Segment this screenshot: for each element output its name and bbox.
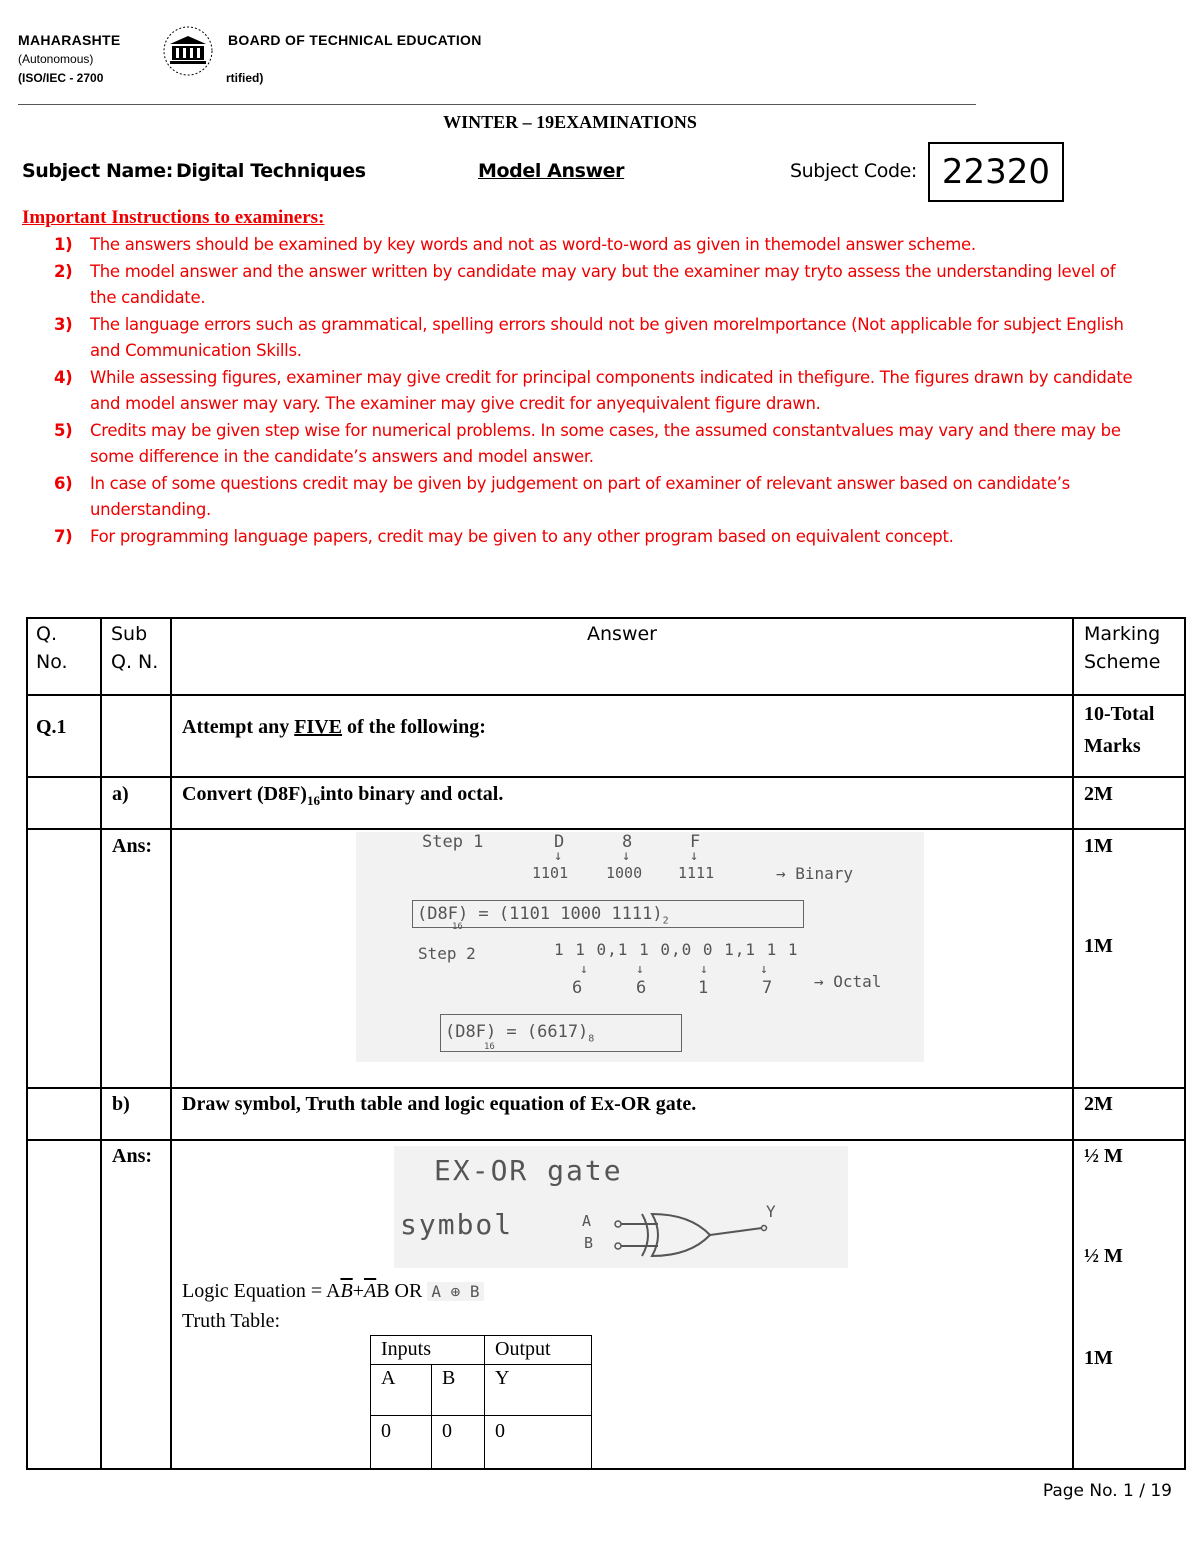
col-header-qno: Q. No. — [36, 623, 68, 673]
col-header-marking: Marking Scheme — [1084, 623, 1161, 673]
autonomous-label: (Autonomous) — [18, 52, 94, 66]
subq-a-label: a) — [112, 783, 129, 805]
subject-name: Digital Techniques — [176, 160, 366, 182]
exam-title: WINTER – 19EXAMINATIONS — [443, 112, 697, 132]
instruction-item: 7) For programming language papers, credit may be given to any other program based on equivalent concept. — [54, 526, 954, 546]
subq-b-text: Draw symbol, Truth table and logic equation of Ex-OR gate. — [182, 1093, 697, 1115]
model-answer-label: Model Answer — [478, 160, 625, 182]
tt-col-y: Y — [495, 1367, 510, 1389]
page-number: Page No. 1 / 19 — [1042, 1481, 1172, 1501]
col-header-answer: Answer — [587, 623, 657, 645]
subq-b-marks: 2M — [1084, 1093, 1113, 1115]
col-header-subqno: Sub Q. N. — [111, 623, 159, 673]
certified-label: rtified) — [226, 71, 264, 85]
board-logo-icon — [158, 24, 218, 76]
iso-label: (ISO/IEC - 2700 — [18, 71, 104, 85]
subq-b-label: b) — [112, 1093, 130, 1115]
ans-b-mark-1: ½ M — [1084, 1145, 1123, 1167]
question-marks: 10-Total Marks — [1084, 703, 1155, 757]
subq-a-text: Convert $(D8F)_{16}into$ binary and octal. — [182, 783, 504, 808]
board-name-left: MAHARASHTE — [18, 32, 121, 48]
instruction-item: 5) Credits may be given step wise for numerical problems. In some cases, the assumed constantvalues may vary and there may be some difference in the candidate’s answers and model answer. — [54, 420, 1121, 466]
binary-result: (D8F) = (1101 1000 $1111)_2$ — [412, 900, 804, 928]
truth-table-label: Truth Table: — [182, 1310, 281, 1332]
subject-code: 22320 — [928, 142, 1064, 202]
tt-cell: 0 — [381, 1420, 391, 1442]
subject-name-label: Subject Name: — [22, 160, 173, 182]
exor-symbol-image: EX-OR gate symbol A B Y — [394, 1146, 848, 1268]
tt-col-b: B — [442, 1367, 456, 1389]
subject-code-label: Subject Code: — [790, 160, 917, 182]
ans-a-mark-1: 1M — [1084, 835, 1113, 857]
tt-header-inputs: Inputs — [381, 1338, 431, 1360]
header-divider — [18, 104, 976, 105]
instructions-list — [50, 232, 1135, 550]
tt-header-output: Output — [495, 1338, 551, 1360]
board-name-right: BOARD OF TECHNICAL EDUCATION — [228, 32, 482, 48]
ans-b-mark-2: ½ M — [1084, 1245, 1123, 1267]
instruction-item: 6) In case of some questions credit may be given by judgement on part of examiner of relevant answer based on candidate’s understanding. — [54, 473, 1070, 519]
subq-a-marks: 2M — [1084, 783, 1113, 805]
logic-alt-image: A ⊕ B — [427, 1282, 483, 1301]
tt-cell: 0 — [442, 1420, 452, 1442]
ans-b-mark-3: 1M — [1084, 1347, 1113, 1369]
conversion-image: Step 1 D 8 F ↓ ↓ ↓ 1101 1000 1111 → Binary (D8F) = (1101 1000 $1111)_2$ 16 Step 2 1 1 0,1 1 0,0 0 1,1 1 1 ↓ ↓ ↓ ↓ 6 6 1 7 → Octal $(D8F) = (6617)_8$ 16 — [356, 832, 924, 1062]
instruction-item: 3) The language errors such as grammatical, spelling errors should not be given moreImportance (Not applicable for subject English and Communication Skills. — [54, 314, 1124, 360]
exor-gate-icon — [612, 1212, 782, 1262]
ans-a-label: Ans: — [112, 835, 153, 857]
tt-col-a: A — [381, 1367, 396, 1389]
instruction-item: 4) While assessing figures, examiner may give credit for principal components indicated in thefigure. The figures drawn by candidate and model answer may vary. The examiner may give credit for anyequivalent figure drawn. — [54, 367, 1133, 413]
question-text: Attempt any FIVE of the following: — [182, 716, 486, 738]
tt-cell: 0 — [495, 1420, 505, 1442]
ans-b-label: Ans: — [112, 1145, 153, 1167]
ans-a-mark-2: 1M — [1084, 935, 1113, 957]
logic-equation: Logic Equation = $A\overline{B}+\overline{A}B$ OR A ⊕ B — [182, 1280, 484, 1303]
instruction-item: 2) The model answer and the answer written by candidate may vary but the examiner may tryto assess the understanding level of the candidate. — [54, 261, 1116, 307]
instructions-title: Important Instructions to examiners: — [22, 207, 325, 228]
instruction-item: 1) The answers should be examined by key words and not as word-to-word as given in themodel answer scheme. — [54, 235, 976, 254]
octal-result: $(D8F) = (6617)_8$ — [440, 1014, 682, 1052]
question-number: Q.1 — [36, 716, 67, 738]
